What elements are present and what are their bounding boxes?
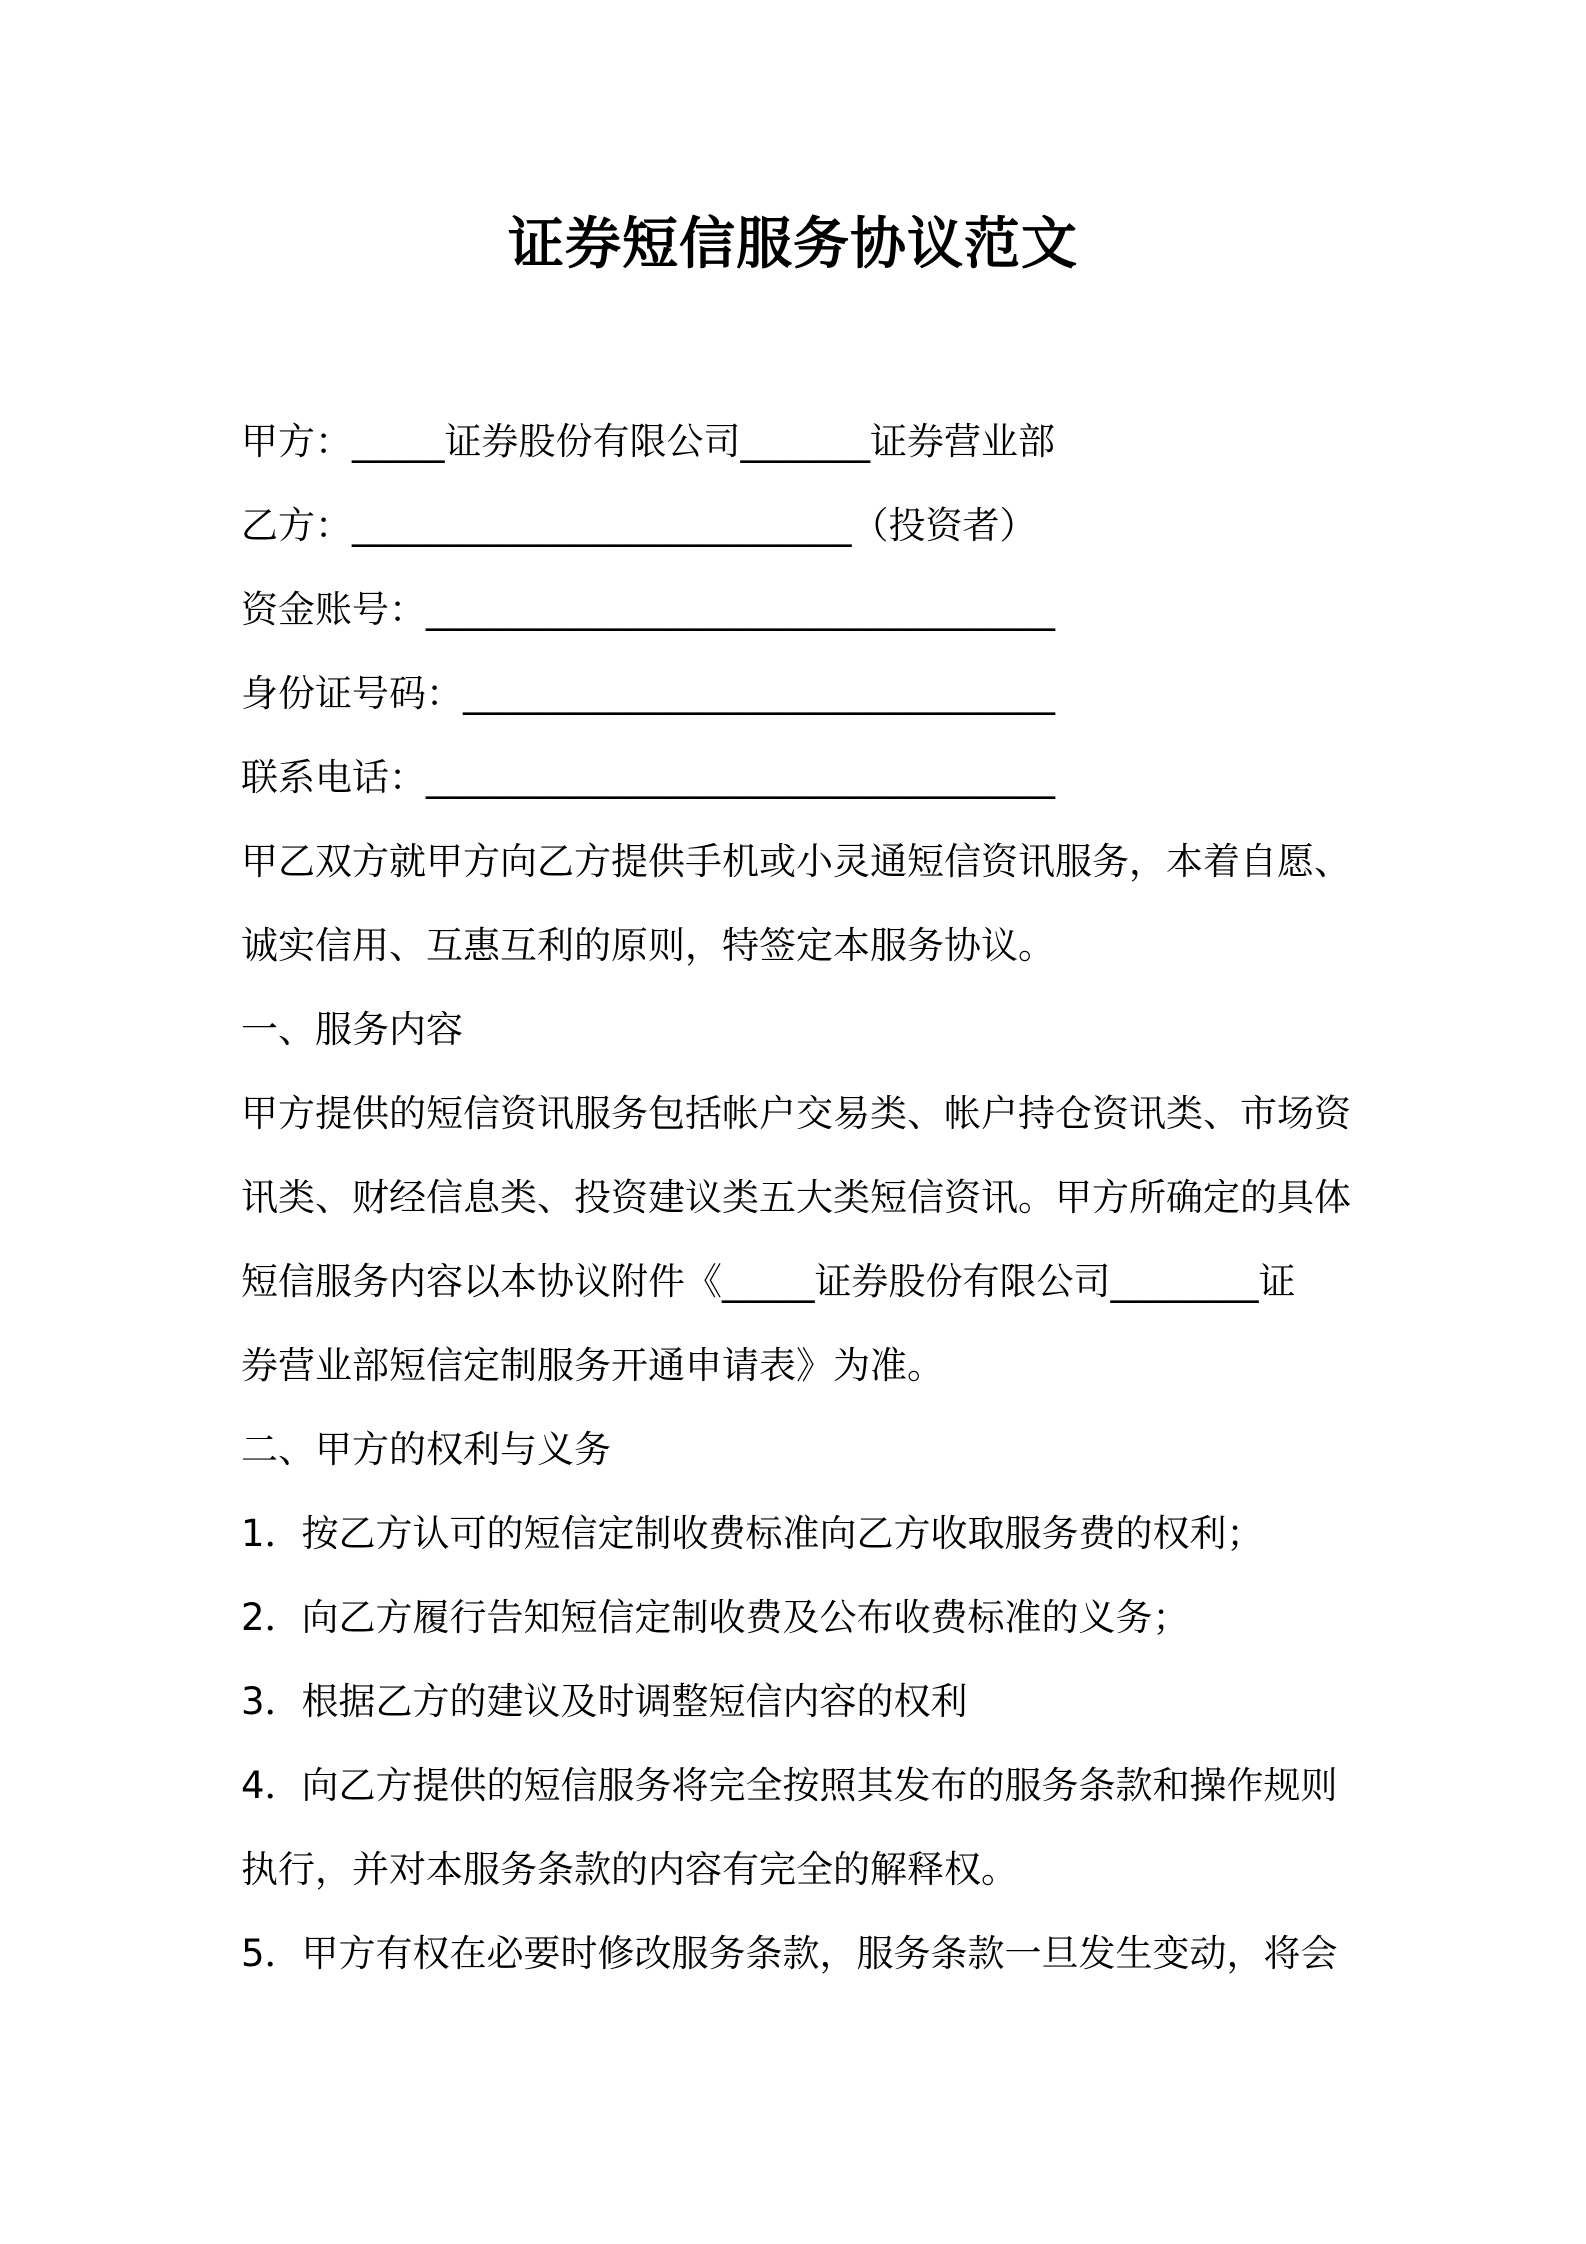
section-heading: 二、甲方的权利与义务 [241, 1428, 611, 1471]
document-title: 证券短信服务协议范文 [508, 212, 1078, 277]
id-number-line: 身份证号码：________________________________ [241, 672, 1055, 715]
paragraph-line: 讯类、财经信息类、投资建议类五大类短信资讯。甲方所确定的具体 [241, 1176, 1351, 1219]
paragraph-line: 甲乙双方就甲方向乙方提供手机或小灵通短信资讯服务，本着自愿、 [241, 840, 1351, 883]
section-heading: 一、服务内容 [241, 1008, 463, 1051]
list-item: 3．根据乙方的建议及时调整短信内容的权利 [241, 1680, 968, 1723]
paragraph-line: 短信服务内容以本协议附件《_____证券股份有限公司________证 [241, 1260, 1296, 1303]
party-a-line: 甲方：_____证券股份有限公司_______证券营业部 [241, 420, 1055, 463]
paragraph-line: 诚实信用、互惠互利的原则，特签定本服务协议。 [241, 924, 1055, 967]
list-item: 2．向乙方履行告知短信定制收费及公布收费标准的义务； [241, 1596, 1190, 1639]
document-body [241, 400, 1361, 1996]
paragraph-line: 券营业部短信定制服务开通申请表》为准。 [241, 1344, 944, 1387]
list-item: 5．甲方有权在必要时修改服务条款，服务条款一旦发生变动，将会 [241, 1932, 1338, 1975]
phone-line: 联系电话：__________________________________ [241, 756, 1055, 799]
list-item-continuation: 执行，并对本服务条款的内容有完全的解释权。 [241, 1848, 1018, 1891]
fund-account-line: 资金账号：__________________________________ [241, 588, 1055, 631]
party-b-line: 乙方：___________________________（投资者） [241, 504, 1037, 547]
paragraph-line: 甲方提供的短信资讯服务包括帐户交易类、帐户持仓资讯类、市场资 [241, 1092, 1351, 1135]
list-item: 1．按乙方认可的短信定制收费标准向乙方收取服务费的权利； [241, 1512, 1264, 1555]
list-item: 4．向乙方提供的短信服务将完全按照其发布的服务条款和操作规则 [241, 1764, 1338, 1807]
